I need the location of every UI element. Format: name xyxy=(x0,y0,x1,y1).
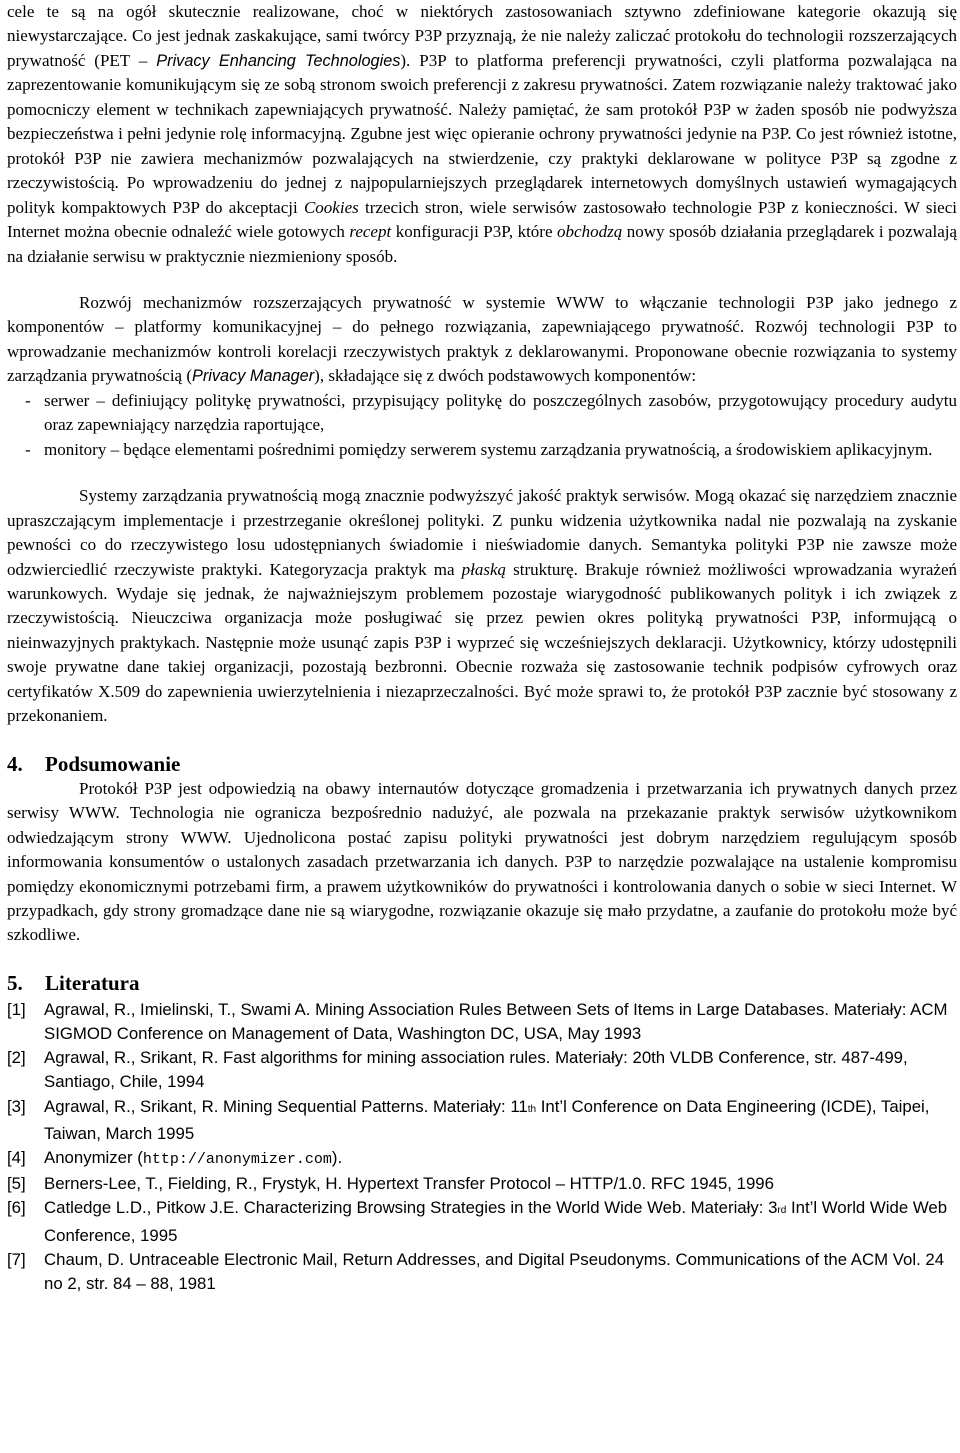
list-item: - serwer – definiujący politykę prywatności, przypisujący politykę do poszczególnych zasobów, przygotowujący procedury audytu oraz zapewniający narzędzia raportujące, xyxy=(25,390,957,435)
reference-list xyxy=(7,998,957,1296)
section-heading-summary: 4. Podsumowanie xyxy=(7,751,181,776)
reference-item: [3] Agrawal, R., Srikant, R. Mining Sequential Patterns. Materiały: 11th Int’l Conference on Data Engineering (ICDE), Taipei, Taiwan, March 1995 xyxy=(7,1096,930,1143)
component-list xyxy=(7,389,957,462)
document-page xyxy=(7,0,957,1296)
reference-item: [5] Berners-Lee, T., Fielding, R., Frystyk, H. Hypertext Transfer Protocol – HTTP/1.0. RFC 1945, 1996 xyxy=(7,1174,774,1194)
paragraph-p3p-limitations: cele te są na ogół skutecznie realizowane, choć w niektórych zastosowaniach sztywno zdefiniowane kategorie okazują się niewystarczające. Co jest jednak zaskakujące, sami twórcy P3P przyznają, że nie należy zaliczać protokołu do technologii rozszerzających prywatność (PET – Privacy Enhancing Technologies). P3P to platforma preferencji prywatności, czyli platforma pozwalająca na zaprezentowanie komunikującym się ze sobą stronom swoich preferencji z zakresu prywatności. Zatem rozwiązanie należy traktować jako pomocniczy element w technikach zapewniających prywatność. Należy pamiętać, że sam protokół P3P w żaden sposób nie podwyższa bezpieczeństwa i pełni jedynie rolę informacyjną. Zgubne jest więc opieranie ochrony prywatności jedynie na P3P. Co jest również istotne, protokół P3P nie zawiera mechanizmów pozwalających na stwierdzenie, czy praktyki deklarowane w polityce P3P są zgodne z rzeczywistością. Po wprowadzeniu do jednej z najpopularniejszych przeglądarek internetowych domyślnych ustawień wymagających polityk kompaktowych P3P do akceptacji Cookies trzecich stron, wiele serwisów zastosowało technologie P3P z konieczności. W sieci Internet można obecnie odnaleźć wiele gotowych recept konfiguracji P3P, które obchodzą nowy sposób działania przeglądarek i pozwalają na działanie serwisu w praktycznie niezmieniony sposób. xyxy=(7,2,958,266)
reference-item: [6] Catledge L.D., Pitkow J.E. Characterizing Browsing Strategies in the World Wide Web. Materiały: 3rd Int’l World Wide Web Conference, 1995 xyxy=(7,1198,948,1245)
reference-url-link[interactable]: http://anonymizer.com xyxy=(142,1151,332,1169)
paragraph-privacy-management: Systemy zarządzania prywatnością mogą znacznie podwyższyć jakość praktyk serwisów. Mogą okazać się narzędziem znacznie upraszczającym implementacje i przestrzeganie określonej polityki. Z punku widzenia użytkownika nadal nie pozwalają na zyskanie pewności co do rzeczywistego losu udostępnianych świadomie i nieświadomie danych. Semantyka polityki P3P nie zawsze może odzwierciedlić rzeczywiste praktyki. Kategoryzacja praktyk ma płaską strukturę. Brakuje również możliwości wprowadzania wyrażeń warunkowych. Wydaje się jednak, że najważniejszym problemem pozostaje wiarygodność publikowanych polityk i ich związek z rzeczywistością. Nieuczciwa organizacja może posługiwać się przez pewien okres polityką prywatności P3P, informującą o nieinwazyjnych praktykach. Następnie może usunąć zapis P3P i wyprzeć się wcześniejszych deklaracji. Użytkownicy, którzy udostępnili swoje prywatne dane takiej organizacji, pozostają bezbronni. Obecnie rozważa się zastosowanie technik podpisów cyfrowych oraz certyfikatów X.509 do zapewnienia uwierzytelnienia i niezaprzeczalności. Być może sprawi to, że protokół P3P zacznie być stosowany z przekonaniem. xyxy=(7,486,957,726)
reference-item: [1] Agrawal, R., Imielinski, T., Swami A. Mining Association Rules Between Sets of Items in Large Databases. Materiały: ACM SIGMOD Conference on Management of Data, Washington DC, USA, May 1993 xyxy=(7,999,948,1044)
reference-item: [4] Anonymizer (http://anonymizer.com). xyxy=(7,1148,343,1169)
reference-item: [7] Chaum, D. Untraceable Electronic Mail, Return Addresses, and Digital Pseudonyms. Communications of the ACM Vol. 24 no 2, str. 84 – 88, 1981 xyxy=(7,1249,945,1294)
list-item: - monitory – będące elementami pośrednimi pomiędzy serwerem systemu zarządzania prywatnością, a środowiskiem aplikacyjnym. xyxy=(25,439,933,459)
paragraph-privacy-mechanisms: Rozwój mechanizmów rozszerzających prywatność w systemie WWW to włączanie technologii P3P jako jednego z komponentów – platformy komunikacyjnej – do pełnego rozwiązania, zapewniającego prywatność. Rozwój technologii P3P to wprowadzanie mechanizmów kontroli korelacji rzeczywistych praktyk z deklarowanymi. Proponowane obecnie rozwiązania to systemy zarządzania prywatnością (Privacy Manager), składające się z dwóch podstawowych komponentów: xyxy=(7,292,958,386)
reference-item: [2] Agrawal, R., Srikant, R. Fast algorithms for mining association rules. Materiały: 20th VLDB Conference, str. 487-499, Santiago, Chile, 1994 xyxy=(7,1048,908,1092)
paragraph-summary: Protokół P3P jest odpowiedzią na obawy internautów dotyczące gromadzenia i przetwarzania ich prywatnych danych przez serwisy WWW. Technologia nie ogranicza bezpośrednio nadużyć, ale pozwala na przekazanie praktyk serwisów użytkownikom odwiedzającym strony WWW. Ujednolicona postać zapisu polityki prywatności jest dobrym narzędziem regulującym sposób informowania konsumentów o ustalonych zasadach przetwarzania ich danych. P3P to narzędzie pozwalające na ustalenie kompromisu pomiędzy ekonomicznymi potrzebami firm, a prawem użytkowników do prywatności i kontrolowania danych o sobie w sieci Internet. W przypadkach, gdy strony gromadzące dane nie są wiarygodne, rozwiązanie okazuje się mało przydatne, a zaufanie do protokołu może być szkodliwe. xyxy=(7,778,957,945)
section-heading-literature: 5. Literatura xyxy=(7,970,140,995)
